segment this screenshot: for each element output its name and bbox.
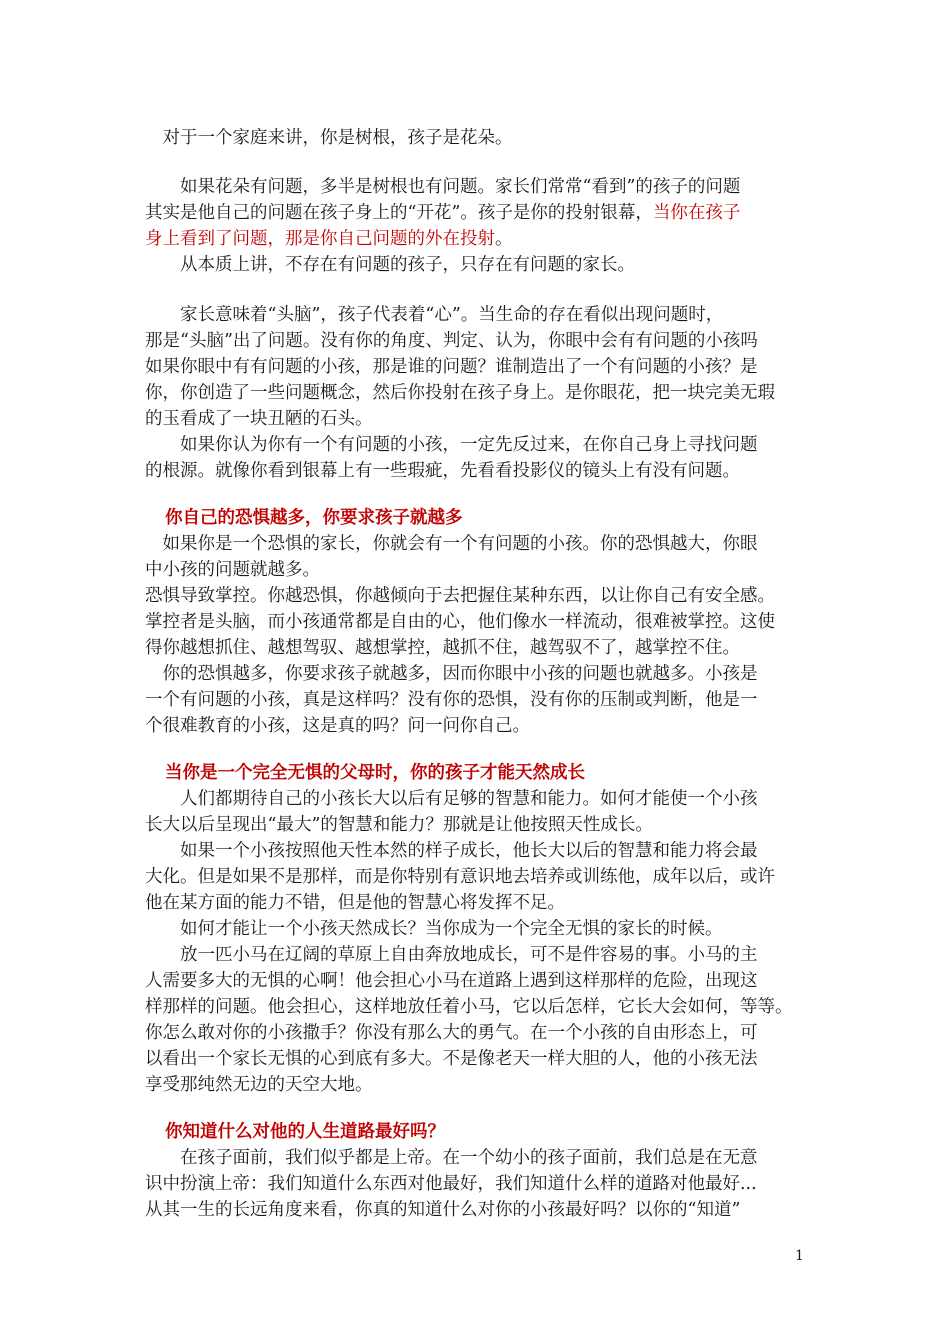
section-heading: 当你是一个完全无惧的父母时，你的孩子才能天然成长 <box>165 763 585 783</box>
page-number: 1 <box>795 1248 804 1264</box>
text-run: 其实是他自己的问题在孩子身上的“开花”。孩子是你的投射银幕， <box>145 203 653 223</box>
paragraph-line: 大化。但是如果不是那样，而是你特别有意识地去培养或训练他，成年以后，或许 <box>145 867 775 887</box>
paragraph-line: 个很难教育的小孩，这是真的吗？问一问你自己。 <box>145 716 530 736</box>
paragraph-line: 如何才能让一个小孩天然成长？当你成为一个完全无惧的家长的时候。 <box>145 919 723 939</box>
paragraph-line: 如果你眼中有有问题的小孩，那是谁的问题？谁制造出了一个有问题的小孩？是 <box>145 357 758 377</box>
paragraph-line: 的根源。就像你看到银幕上有一些瑕疵，先看看投影仪的镜头上有没有问题。 <box>145 461 740 481</box>
paragraph-line: 家长意味着“头脑”，孩子代表着“心”。当生命的存在看似出现问题时， <box>145 305 724 325</box>
paragraph-line: 如果你是一个恐惧的家长，你就会有一个有问题的小孩。你的恐惧越大，你眼 <box>145 534 758 554</box>
paragraph-line: 以看出一个家长无惧的心到底有多大。不是像老天一样大胆的人，他的小孩无法 <box>145 1049 758 1069</box>
paragraph-line: 享受那纯然无边的天空大地。 <box>145 1075 373 1095</box>
paragraph-line: 一个有问题的小孩，真是这样吗？没有你的恐惧，没有你的压制或判断，他是一 <box>145 690 758 710</box>
paragraph-line: 得你越想抓住、越想驾驭、越想掌控，越抓不住，越驾驭不了，越掌控不住。 <box>145 638 740 658</box>
paragraph-line: 恐惧导致掌控。你越恐惧，你越倾向于去把握住某种东西，以让你自己有安全感。 <box>145 586 775 606</box>
paragraph-line: 人们都期待自己的小孩长大以后有足够的智慧和能力。如何才能使一个小孩 <box>145 789 758 809</box>
section-heading: 你知道什么对他的人生道路最好吗？ <box>165 1122 445 1142</box>
paragraph-line: 如果你认为你有一个有问题的小孩，一定先反过来，在你自己身上寻找问题 <box>145 435 758 455</box>
paragraph-line: 掌控者是头脑，而小孩通常都是自由的心，他们像水一样流动，很难被掌控。这使 <box>145 612 775 632</box>
paragraph-line: 那是“头脑”出了问题。没有你的角度、判定、认为，你眼中会有有问题的小孩吗 <box>145 331 758 351</box>
paragraph-line: 从本质上讲，不存在有问题的孩子，只存在有问题的家长。 <box>145 255 635 275</box>
paragraph-line: 在孩子面前，我们似乎都是上帝。在一个幼小的孩子面前，我们总是在无意 <box>145 1148 758 1168</box>
paragraph-line: 如果花朵有问题，多半是树根也有问题。家长们常常“看到”的孩子的问题 <box>145 177 741 197</box>
paragraph-line: 他在某方面的能力不错，但是他的智慧心将发挥不足。 <box>145 893 565 913</box>
paragraph-line: 你怎么敢对你的小孩撒手？你没有那么大的勇气。在一个小孩的自由形态上，可 <box>145 1023 758 1043</box>
paragraph-line <box>145 226 513 252</box>
paragraph-line <box>145 200 740 226</box>
paragraph-line: 中小孩的问题就越多。 <box>145 560 320 580</box>
paragraph-line: 如果一个小孩按照他天性本然的样子成长，他长大以后的智慧和能力将会最 <box>145 841 758 861</box>
paragraph-line: 放一匹小马在辽阔的草原上自由奔放地成长，可不是件容易的事。小马的主 <box>145 945 758 965</box>
highlighted-text: 当你在孩子 <box>652 203 741 223</box>
paragraph-line: 人需要多大的无惧的心啊！他会担心小马在道路上遇到这样那样的危险，出现这 <box>145 971 758 991</box>
paragraph-line: 你的恐惧越多，你要求孩子就越多，因而你眼中小孩的问题也就越多。小孩是 <box>145 664 758 684</box>
paragraph-line: 长大以后呈现出“最大”的智慧和能力？那就是让他按照天性成长。 <box>145 815 653 835</box>
section-heading: 你自己的恐惧越多，你要求孩子就越多 <box>165 508 463 528</box>
paragraph-line: 的玉看成了一块丑陋的石头。 <box>145 409 373 429</box>
paragraph-line: 识中扮演上帝：我们知道什么东西对他最好，我们知道什么样的道路对他最好... <box>145 1174 757 1194</box>
text-run: 。 <box>495 229 513 249</box>
highlighted-text: 身上看到了问题，那是你自己问题的外在投射 <box>145 229 495 249</box>
paragraph-line: 你，你创造了一些问题概念，然后你投射在孩子身上。是你眼花，把一块完美无瑕 <box>145 383 775 403</box>
paragraph-line: 从其一生的长远角度来看，你真的知道什么对你的小孩最好吗？以你的“知道” <box>145 1200 741 1220</box>
paragraph-line: 样那样的问题。他会担心，这样地放任着小马，它以后怎样，它长大会如何，等等。 <box>145 997 793 1017</box>
paragraph-line: 对于一个家庭来讲，你是树根，孩子是花朵。 <box>145 128 513 148</box>
